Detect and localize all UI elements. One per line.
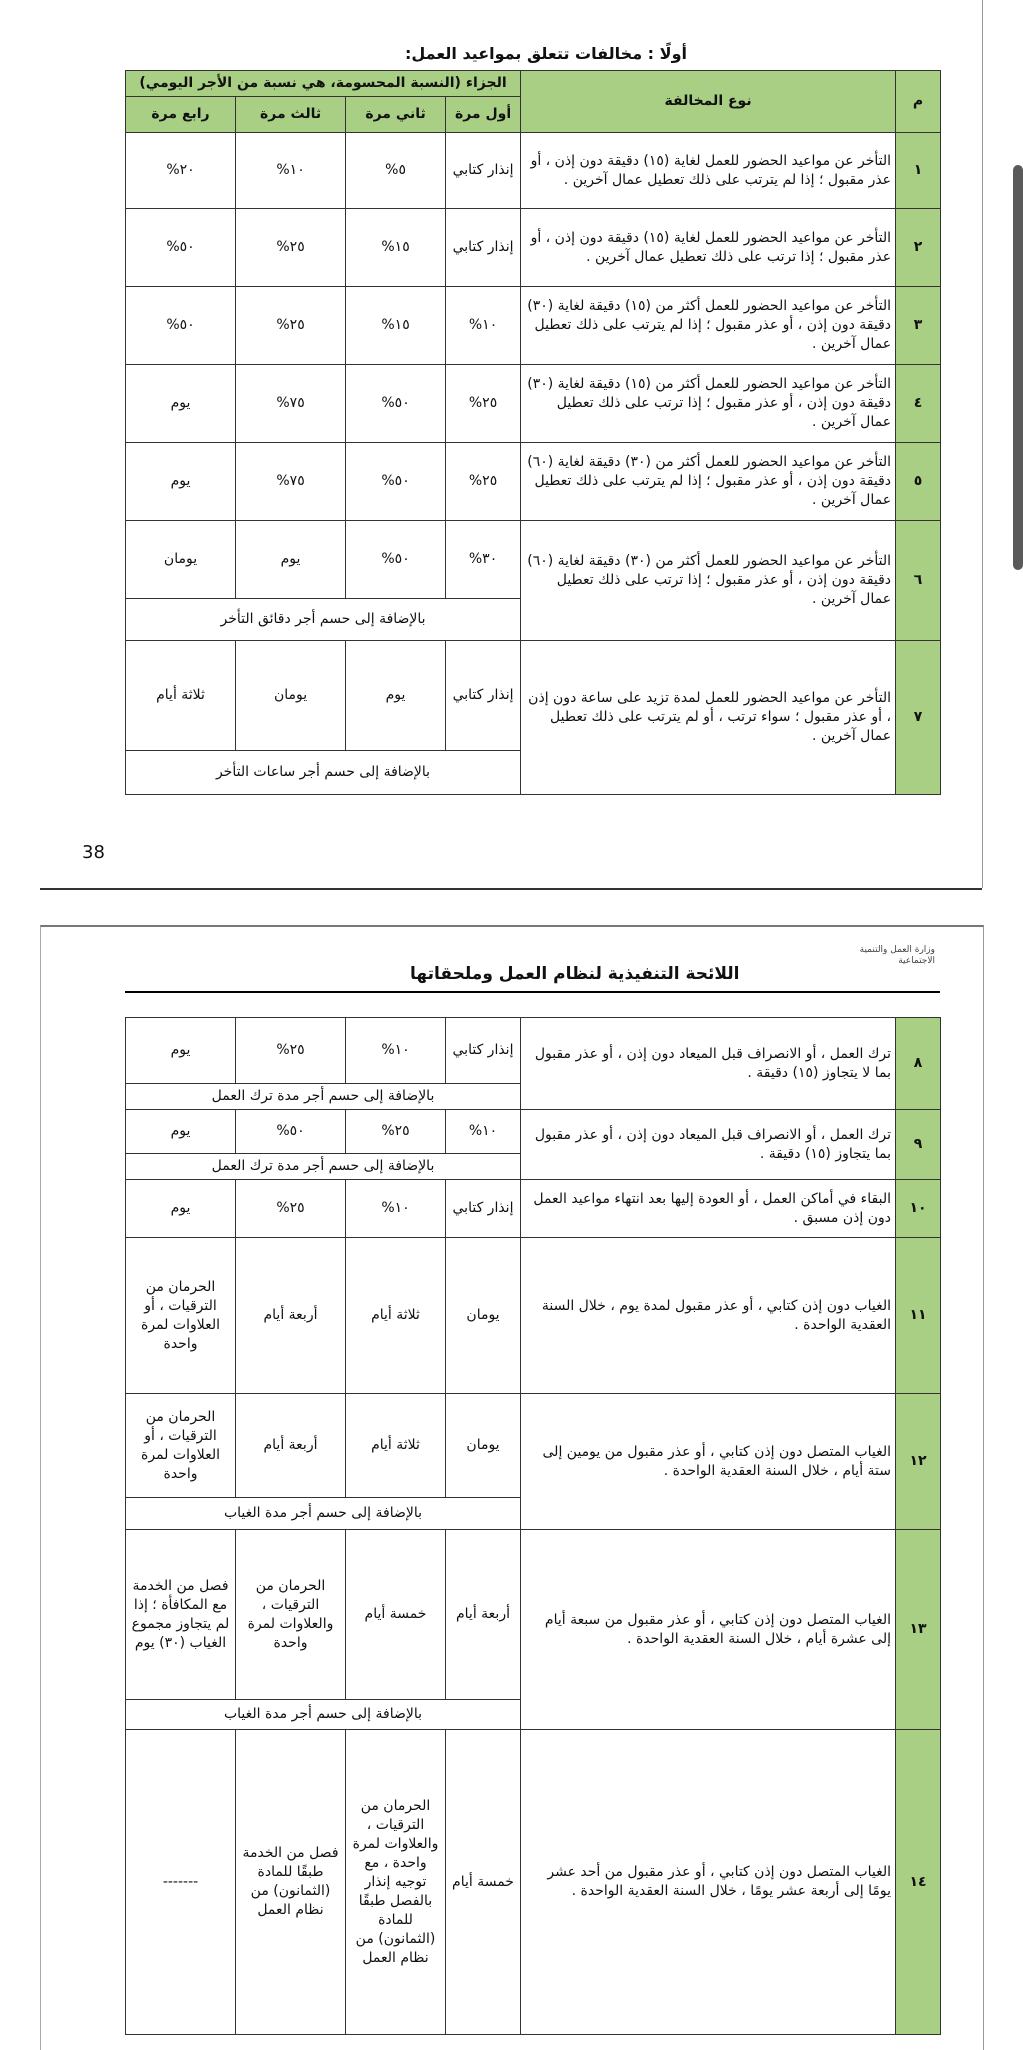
penalty-fourth: يوم <box>126 1110 236 1154</box>
table-row <box>126 133 941 209</box>
table-row <box>126 1730 941 2035</box>
header-rule <box>125 991 940 993</box>
penalty-third: ٢٥% <box>236 209 346 287</box>
table-row <box>126 1180 941 1238</box>
violation-description: التأخر عن مواعيد الحضور للعمل أكثر من (١٥) دقيقة لغاية (٣٠) دقيقة دون إذن ، أو عذر مقبول ؛ إذا ترتب على ذلك تعطيل عمال آخرين . <box>521 365 896 443</box>
row-note: بالإضافة إلى حسم أجر مدة ترك العمل <box>126 1084 521 1110</box>
row-number: ٧ <box>896 641 941 795</box>
penalty-first: ١٠% <box>446 287 521 365</box>
penalty-second: ٢٥% <box>346 1110 446 1154</box>
header-num: م <box>896 71 941 133</box>
violations-table-page-two <box>125 1017 941 2035</box>
penalty-third: ٧٥% <box>236 443 346 521</box>
penalty-third: أربعة أيام <box>236 1394 346 1498</box>
penalty-fourth: ثلاثة أيام <box>126 641 236 751</box>
row-number: ٦ <box>896 521 941 641</box>
header-fourth-time: رابع مرة <box>126 97 236 133</box>
violation-description: البقاء في أماكن العمل ، أو العودة إليها بعد انتهاء مواعيد العمل دون إذن مسبق . <box>521 1180 896 1238</box>
penalty-first: ١٠% <box>446 1110 521 1154</box>
penalty-fourth: يومان <box>126 521 236 599</box>
penalty-first: إنذار كتابي <box>446 641 521 751</box>
violation-description: التأخر عن مواعيد الحضور للعمل أكثر من (٣٠) دقيقة لغاية (٦٠) دقيقة دون إذن ، أو عذر مقبول ؛ إذا ترتب على ذلك تعطيل عمال آخرين . <box>521 521 896 641</box>
row-number: ٩ <box>896 1110 941 1180</box>
penalty-first: إنذار كتابي <box>446 1018 521 1084</box>
penalty-third: أربعة أيام <box>236 1238 346 1394</box>
row-number: ١ <box>896 133 941 209</box>
table-row <box>126 521 941 599</box>
scrollbar[interactable] <box>1013 165 1023 570</box>
row-number: ٤ <box>896 365 941 443</box>
violation-description: التأخر عن مواعيد الحضور للعمل أكثر من (١٥) دقيقة لغاية (٣٠) دقيقة دون إذن ، أو عذر مقبول ؛ إذا لم يترتب على ذلك تعطيل عمال آخرين . <box>521 287 896 365</box>
row-note: بالإضافة إلى حسم أجر دقائق التأخر <box>126 599 521 641</box>
penalty-second: الحرمان من الترقيات ، والعلاوات لمرة واحدة ، مع توجيه إنذار بالفصل طبقًا للمادة (الثمانون) من نظام العمل <box>346 1730 446 2035</box>
penalty-third: ٢٥% <box>236 287 346 365</box>
penalty-first: يومان <box>446 1238 521 1394</box>
header-first-time: أول مرة <box>446 97 521 133</box>
penalty-first: ٢٥% <box>446 365 521 443</box>
penalty-third: ٧٥% <box>236 365 346 443</box>
table-row <box>126 287 941 365</box>
violation-description: التأخر عن مواعيد الحضور للعمل لغاية (١٥) دقيقة دون إذن ، أو عذر مقبول ؛ إذا لم يترتب على ذلك تعطيل عمال آخرين . <box>521 133 896 209</box>
table-row <box>126 641 941 751</box>
table-row <box>126 209 941 287</box>
penalty-fourth: ٥٠% <box>126 287 236 365</box>
penalty-fourth: ٢٠% <box>126 133 236 209</box>
penalty-fourth: ------- <box>126 1730 236 2035</box>
penalty-first: إنذار كتابي <box>446 1180 521 1238</box>
penalty-second: ثلاثة أيام <box>346 1394 446 1498</box>
table-row <box>126 1394 941 1498</box>
penalty-first: أربعة أيام <box>446 1530 521 1700</box>
row-number: ١٣ <box>896 1530 941 1730</box>
violation-description: التأخر عن مواعيد الحضور للعمل لغاية (١٥) دقيقة دون إذن ، أو عذر مقبول ؛ إذا ترتب على ذلك تعطيل عمال آخرين . <box>521 209 896 287</box>
penalty-third: ٢٥% <box>236 1180 346 1238</box>
violation-description: التأخر عن مواعيد الحضور للعمل لمدة تزيد على ساعة دون إذن ، أو عذر مقبول ؛ سواء ترتب ، أو لم يترتب على ذلك تعطيل عمال آخرين . <box>521 641 896 795</box>
violation-description: الغياب المتصل دون إذن كتابي ، أو عذر مقبول من أحد عشر يومًا إلى أربعة عشر يومًا ، خلال السنة العقدية الواحدة . <box>521 1730 896 2035</box>
penalty-first: ٣٠% <box>446 521 521 599</box>
row-number: ١٤ <box>896 1730 941 2035</box>
penalty-fourth: يوم <box>126 365 236 443</box>
penalty-second: ١٥% <box>346 287 446 365</box>
penalty-first: إنذار كتابي <box>446 133 521 209</box>
penalty-third: يومان <box>236 641 346 751</box>
header-violation-type: نوع المخالفة <box>521 71 896 133</box>
table-row <box>126 443 941 521</box>
penalty-second: ثلاثة أيام <box>346 1238 446 1394</box>
penalty-fourth: الحرمان من الترقيات ، أو العلاوات لمرة واحدة <box>126 1238 236 1394</box>
penalty-second: يوم <box>346 641 446 751</box>
table-row <box>126 1238 941 1394</box>
row-note: بالإضافة إلى حسم أجر ساعات التأخر <box>126 751 521 795</box>
penalty-third: فصل من الخدمة طبقًا للمادة (الثمانون) من نظام العمل <box>236 1730 346 2035</box>
page-number: 38 <box>82 842 105 863</box>
penalty-fourth: الحرمان من الترقيات ، أو العلاوات لمرة واحدة <box>126 1394 236 1498</box>
row-number: ٥ <box>896 443 941 521</box>
page-header-title: اللائحة التنفيذية لنظام العمل وملحقاتها <box>410 964 740 984</box>
penalty-second: ١٠% <box>346 1018 446 1084</box>
table-row <box>126 365 941 443</box>
penalty-second: ٥٠% <box>346 443 446 521</box>
penalty-second: ١٠% <box>346 1180 446 1238</box>
penalty-third: ٢٥% <box>236 1018 346 1084</box>
penalty-fourth: ٥٠% <box>126 209 236 287</box>
row-number: ٣ <box>896 287 941 365</box>
section-title: أولًا : مخالفات تتعلق بمواعيد العمل: <box>404 44 687 63</box>
violation-description: ترك العمل ، أو الانصراف قبل الميعاد دون إذن ، أو عذر مقبول بما يتجاوز (١٥) دقيقة . <box>521 1110 896 1180</box>
header-third-time: ثالث مرة <box>236 97 346 133</box>
penalty-third: ١٠% <box>236 133 346 209</box>
penalty-second: ١٥% <box>346 209 446 287</box>
row-note: بالإضافة إلى حسم أجر مدة الغياب <box>126 1498 521 1530</box>
row-number: ١٠ <box>896 1180 941 1238</box>
violation-description: ترك العمل ، أو الانصراف قبل الميعاد دون إذن ، أو عذر مقبول بما لا يتجاوز (١٥) دقيقة . <box>521 1018 896 1110</box>
header-second-time: ثاني مرة <box>346 97 446 133</box>
penalty-first: يومان <box>446 1394 521 1498</box>
row-note: بالإضافة إلى حسم أجر مدة الغياب <box>126 1700 521 1730</box>
row-number: ١١ <box>896 1238 941 1394</box>
header-penalty: الجزاء (النسبة المحسومة، هي نسبة من الأجر اليومي) <box>126 71 521 97</box>
penalty-fourth: يوم <box>126 1180 236 1238</box>
penalty-third: ٥٠% <box>236 1110 346 1154</box>
violations-table-page-one <box>125 70 941 795</box>
penalty-fourth: يوم <box>126 1018 236 1084</box>
table-row <box>126 1018 941 1084</box>
penalty-second: ٥% <box>346 133 446 209</box>
row-number: ٨ <box>896 1018 941 1110</box>
penalty-fourth: فصل من الخدمة مع المكافأة ؛ إذا لم يتجاوز مجموع الغياب (٣٠) يوم <box>126 1530 236 1700</box>
table-row <box>126 1110 941 1154</box>
violation-description: التأخر عن مواعيد الحضور للعمل أكثر من (٣٠) دقيقة لغاية (٦٠) دقيقة دون إذن ، أو عذر مقبول ؛ إذا لم يترتب على ذلك تعطيل عمال آخرين . <box>521 443 896 521</box>
penalty-third: يوم <box>236 521 346 599</box>
penalty-second: ٥٠% <box>346 521 446 599</box>
ministry-logo: وزارة العمل والتنمية الاجتماعية <box>859 945 935 966</box>
penalty-second: ٥٠% <box>346 365 446 443</box>
penalty-first: إنذار كتابي <box>446 209 521 287</box>
row-note: بالإضافة إلى حسم أجر مدة ترك العمل <box>126 1154 521 1180</box>
violation-description: الغياب المتصل دون إذن كتابي ، أو عذر مقبول من سبعة أيام إلى عشرة أيام ، خلال السنة العقدية الواحدة . <box>521 1530 896 1730</box>
page-divider <box>40 888 982 890</box>
row-number: ١٢ <box>896 1394 941 1530</box>
penalty-first: خمسة أيام <box>446 1730 521 2035</box>
table-row <box>126 1530 941 1700</box>
penalty-second: خمسة أيام <box>346 1530 446 1700</box>
penalty-fourth: يوم <box>126 443 236 521</box>
penalty-first: ٢٥% <box>446 443 521 521</box>
violation-description: الغياب دون إذن كتابي ، أو عذر مقبول لمدة يوم ، خلال السنة العقدية الواحدة . <box>521 1238 896 1394</box>
violation-description: الغياب المتصل دون إذن كتابي ، أو عذر مقبول من يومين إلى ستة أيام ، خلال السنة العقدية الواحدة . <box>521 1394 896 1530</box>
penalty-third: الحرمان من الترقيات ، والعلاوات لمرة واحدة <box>236 1530 346 1700</box>
row-number: ٢ <box>896 209 941 287</box>
